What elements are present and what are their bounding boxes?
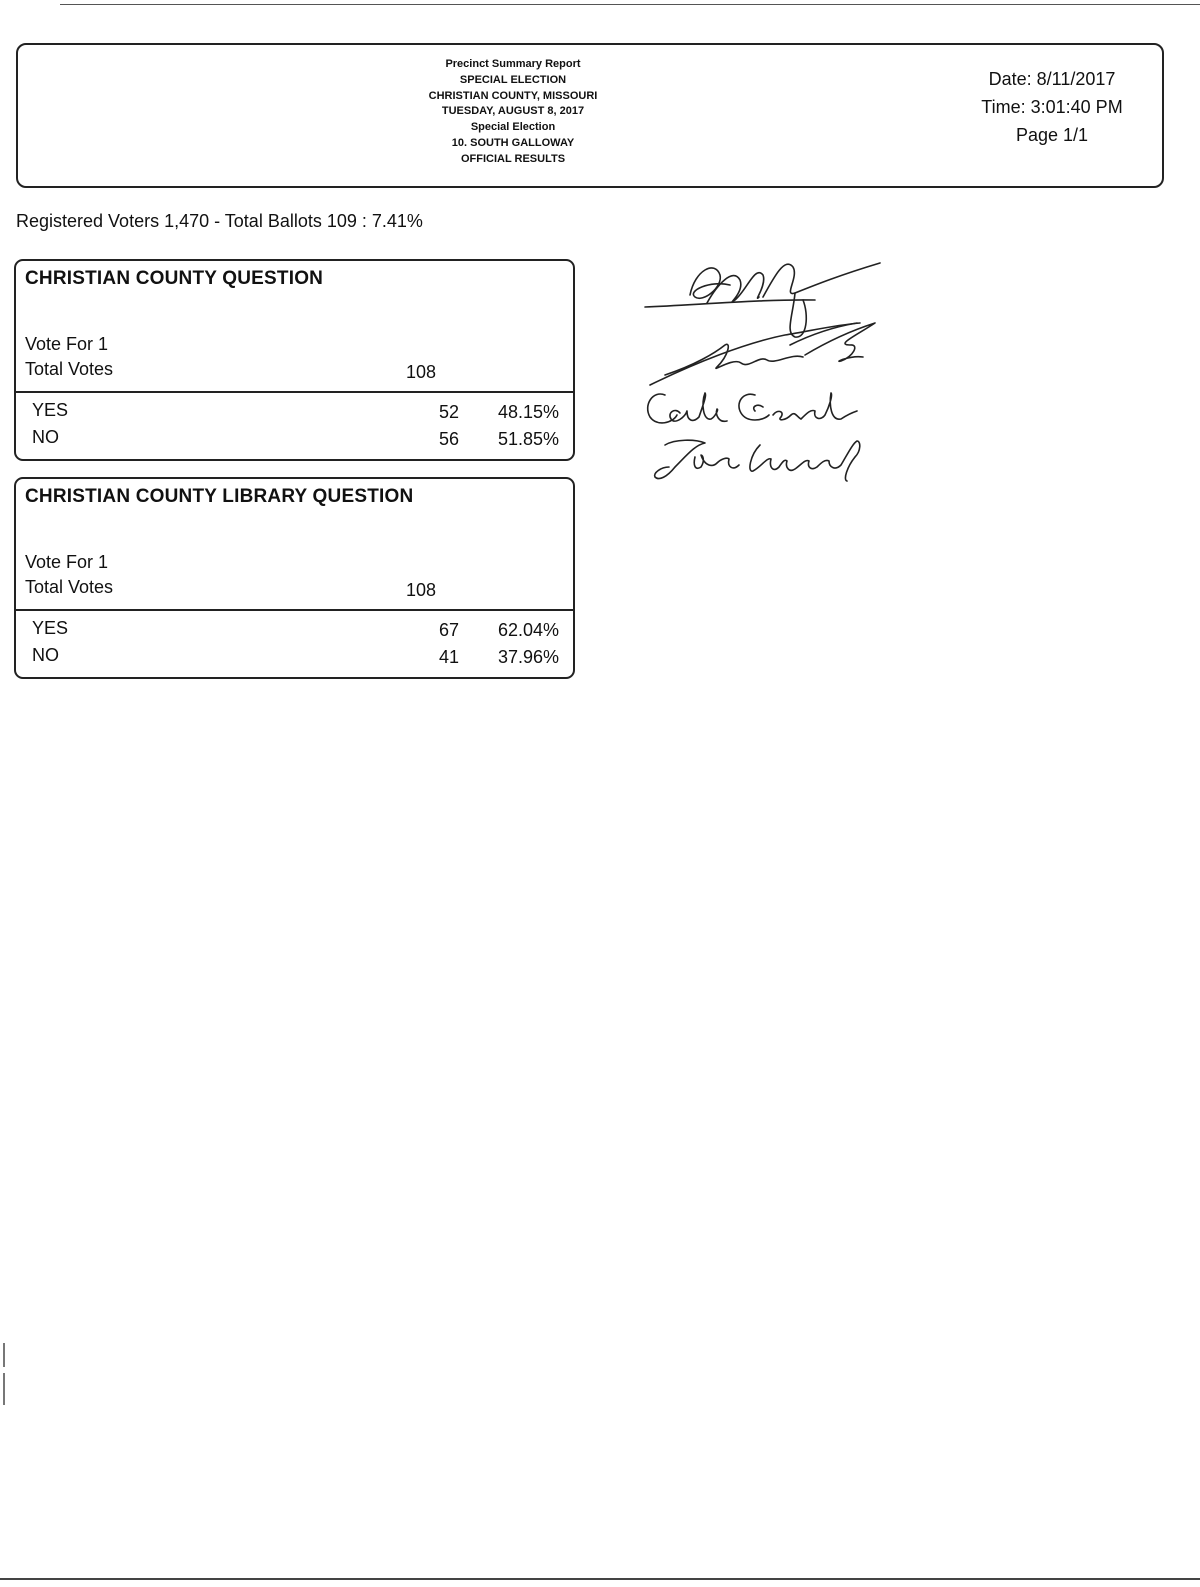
vote-for-label: Vote For 1 xyxy=(25,334,109,354)
total-votes-value: 108 xyxy=(405,580,437,600)
contest-box xyxy=(14,477,575,679)
signature-second xyxy=(650,323,875,385)
choice-name: YES xyxy=(32,618,69,638)
choice-percent: 62.04% xyxy=(497,620,559,640)
page-number: Page 1/1 xyxy=(1015,125,1089,145)
jurisdiction: CHRISTIAN COUNTY, MISSOURI xyxy=(428,89,598,102)
report-date: Date: 8/11/2017 xyxy=(988,69,1116,89)
election-name: SPECIAL ELECTION xyxy=(459,73,567,86)
choice-votes: 52 xyxy=(438,402,459,422)
report-title-block xyxy=(348,57,678,168)
choice-name: NO xyxy=(32,645,59,665)
election-date: TUESDAY, AUGUST 8, 2017 xyxy=(441,105,585,118)
scan-edge-bottom xyxy=(0,1578,1200,1580)
choice-votes: 56 xyxy=(438,429,459,449)
total-votes-label: Total Votes xyxy=(25,577,114,597)
precinct-name: 10. SOUTH GALLOWAY xyxy=(451,136,575,149)
results-status: OFFICIAL RESULTS xyxy=(460,152,566,165)
election-type: Special Election xyxy=(470,121,556,134)
choice-name: NO xyxy=(32,427,59,447)
choice-percent: 37.96% xyxy=(497,647,559,667)
turnout-summary: Registered Voters 1,470 - Total Ballots 109 : 7.41% xyxy=(16,211,423,231)
contest-title: CHRISTIAN COUNTY LIBRARY QUESTION xyxy=(25,486,414,507)
scan-mark xyxy=(3,1373,5,1405)
choice-percent: 51.85% xyxy=(497,429,559,449)
report-header xyxy=(16,43,1164,188)
report-meta xyxy=(952,65,1152,149)
contest-title: CHRISTIAN COUNTY QUESTION xyxy=(25,268,324,289)
contest-box xyxy=(14,259,575,461)
scan-mark xyxy=(3,1343,5,1367)
signature-lisa-russell xyxy=(655,440,860,481)
scan-edge-top xyxy=(60,4,1200,5)
total-votes-value: 108 xyxy=(405,362,437,382)
divider xyxy=(16,391,573,393)
total-votes-label: Total Votes xyxy=(25,359,114,379)
choice-votes: 41 xyxy=(438,647,459,667)
divider xyxy=(16,609,573,611)
report-time: Time: 3:01:40 PM xyxy=(981,97,1123,117)
vote-for-label: Vote For 1 xyxy=(25,552,109,572)
choice-votes: 67 xyxy=(438,620,459,640)
choice-percent: 48.15% xyxy=(497,402,559,422)
handwritten-signatures xyxy=(635,245,915,490)
choice-name: YES xyxy=(32,400,69,420)
signature-carla-essick xyxy=(648,393,857,423)
report-title: Precinct Summary Report xyxy=(445,58,581,70)
